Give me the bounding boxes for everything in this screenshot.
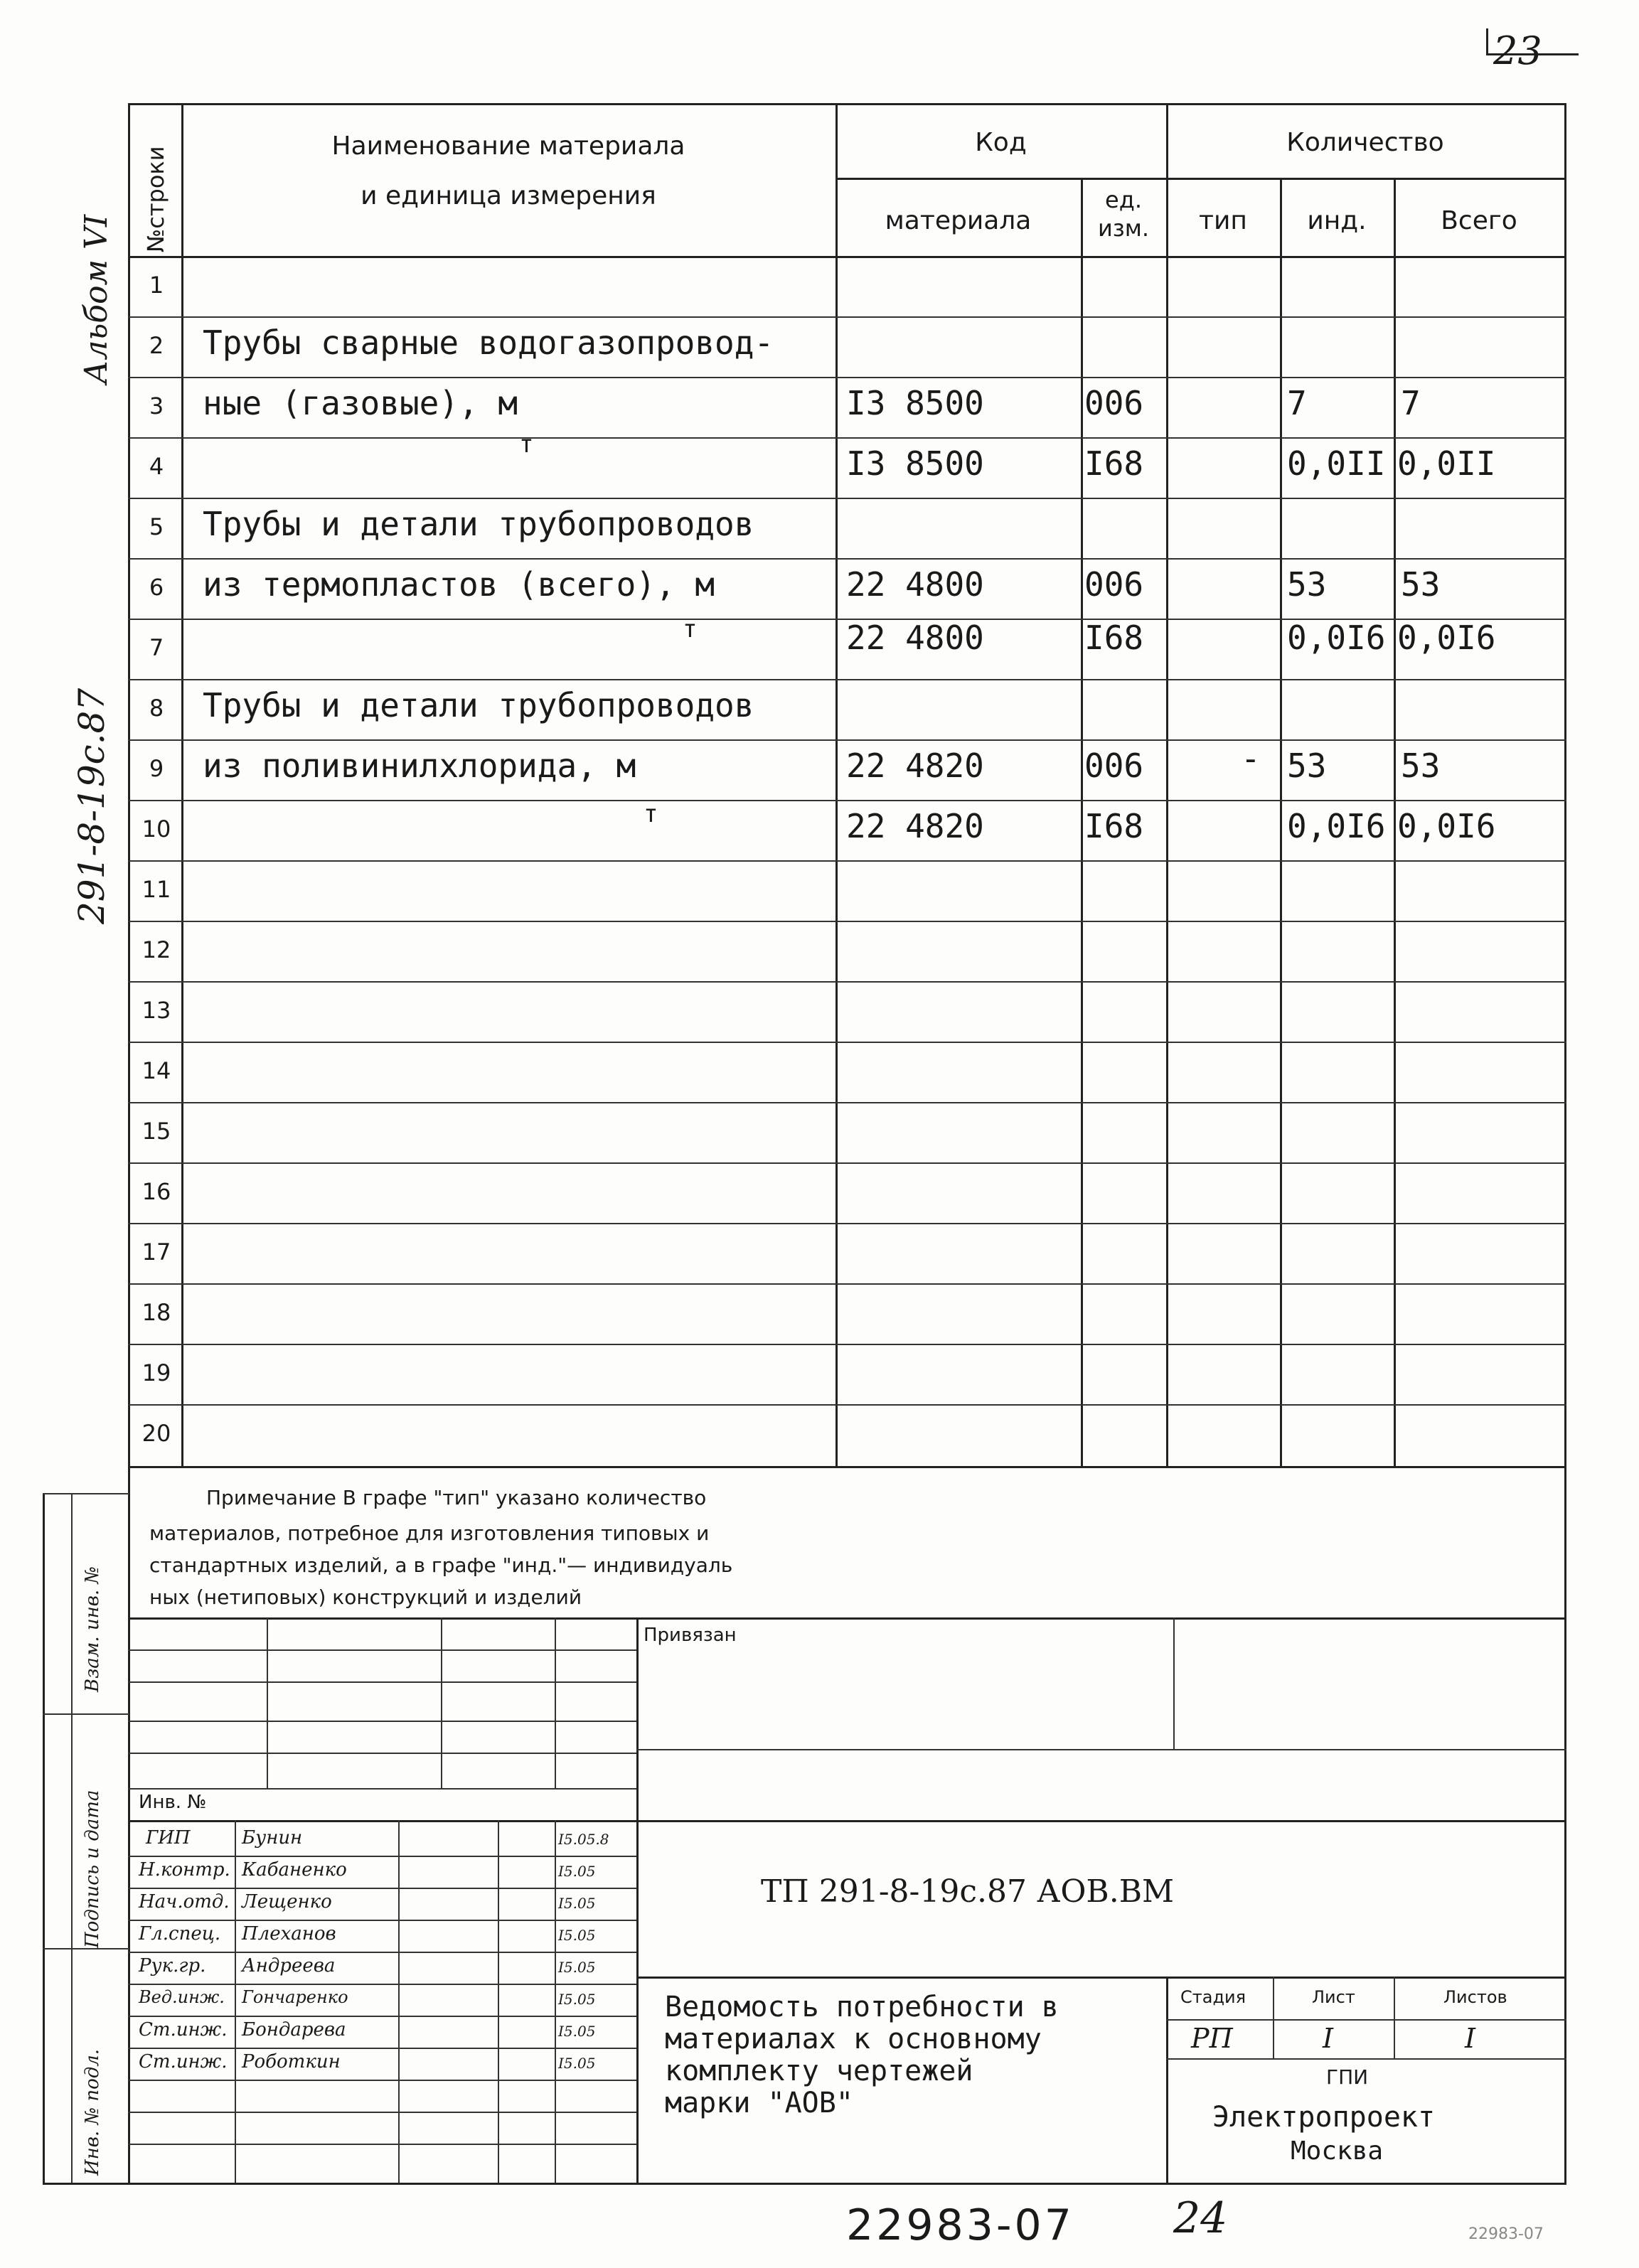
material-code: 22 4800 [846, 619, 984, 657]
material-name: Трубы и детали трубопроводов [203, 505, 754, 543]
ind-qty: 0,0I6 [1287, 619, 1386, 657]
vzam-inv-label: Взам. инв. № [82, 1566, 103, 1692]
row-number: 20 [142, 1420, 171, 1447]
row-number: 15 [142, 1118, 171, 1145]
row-number: 18 [142, 1299, 171, 1326]
unit-code: I68 [1084, 444, 1144, 483]
material-name: Трубы сварные водогазопровод- [203, 323, 774, 362]
sig-name: Гончаренко [242, 1987, 348, 2007]
material-name: т [644, 800, 658, 828]
sheet-label: Лист [1312, 1987, 1355, 2007]
quantity-header: Количество [1286, 128, 1444, 157]
sig-name: Лещенко [242, 1891, 332, 1913]
org-line3: Москва [1291, 2136, 1384, 2166]
material-name: ные (газовые), м [203, 384, 518, 422]
unit-code: 006 [1084, 384, 1144, 422]
sig-role: ГИП [146, 1827, 191, 1849]
material-code: 22 4820 [846, 807, 984, 845]
footer-stamp: 22983-07 [1468, 2225, 1544, 2243]
row-number: 2 [149, 332, 164, 359]
sheets-value: I [1465, 2023, 1476, 2054]
inv-no-label: Инв. № [139, 1792, 207, 1813]
unit-code: 006 [1084, 565, 1144, 604]
unit-header-line2: изм. [1097, 215, 1150, 242]
row-number: 17 [142, 1239, 171, 1266]
total-header: Всего [1441, 206, 1517, 235]
sig-name: Плеханов [242, 1923, 336, 1945]
name-header-line1: Наименование материала [331, 132, 685, 161]
total-qty: 53 [1401, 565, 1441, 604]
ind-qty: 0,0I6 [1287, 807, 1386, 845]
unit-code: I68 [1084, 619, 1144, 657]
ind-qty: 53 [1287, 747, 1327, 785]
privyazan-label: Привязан [644, 1625, 737, 1646]
sig-date: I5.05 [558, 1959, 596, 1976]
total-qty: 7 [1401, 384, 1421, 422]
material-name: Трубы и детали трубопроводов [203, 686, 754, 724]
unit-code: 006 [1084, 747, 1144, 785]
total-qty: 0,0I6 [1397, 619, 1496, 657]
total-qty: 0,0I6 [1397, 807, 1496, 845]
sheet-value: I [1323, 2023, 1334, 2054]
podpis-data-label: Подпись и дата [82, 1790, 103, 1948]
stage-value: РП [1191, 2023, 1233, 2054]
album-label: Альбом VI [78, 214, 114, 384]
row-number: 16 [142, 1178, 171, 1205]
sig-role: Гл.спец. [139, 1923, 221, 1945]
total-qty: 0,0II [1397, 444, 1496, 483]
org-line1: ГПИ [1326, 2065, 1369, 2089]
org-line2: Электропроект [1212, 2101, 1436, 2134]
material-name: т [519, 430, 534, 459]
project-code-side: 291-8-19с.87 [71, 688, 112, 924]
stage-label: Стадия [1180, 1987, 1246, 2007]
doc-title-line4: марки "АОВ" [665, 2087, 853, 2119]
sig-name: Кабаненко [242, 1859, 347, 1881]
footer-number: 22983-07 [846, 2200, 1074, 2250]
sig-date: I5.05 [558, 1991, 596, 2008]
sig-role: Рук.гр. [139, 1955, 206, 1977]
doc-title-line2: материалах к основному [665, 2023, 1042, 2055]
row-number: 12 [142, 936, 171, 963]
row-number: 1 [149, 272, 164, 299]
typ-qty: - [1241, 739, 1261, 778]
sig-role: Нач.отд. [139, 1891, 230, 1913]
typ-header: тип [1199, 206, 1247, 235]
sig-date: I5.05 [558, 1895, 596, 1912]
row-number: 7 [149, 634, 164, 661]
ind-header: инд. [1307, 206, 1367, 235]
material-name: из поливинилхлорида, м [203, 747, 636, 785]
material-code: 22 4800 [846, 565, 984, 604]
sig-date: I5.05 [558, 2023, 596, 2040]
footer-page: 24 [1173, 2193, 1228, 2243]
row-number: 14 [142, 1057, 171, 1084]
unit-header-line1: ед. [1105, 186, 1142, 213]
sig-name: Бунин [242, 1827, 303, 1849]
sig-name: Бондарева [242, 2019, 346, 2040]
row-number: 3 [149, 392, 164, 419]
doc-title-line1: Ведомость потребности в [665, 1991, 1059, 2023]
material-header: материала [885, 206, 1032, 235]
document-code: ТП 291-8-19с.87 АОВ.ВМ [761, 1873, 1175, 1910]
sig-role: Ст.инж. [139, 2019, 228, 2040]
row-number: 9 [149, 755, 164, 782]
sheets-label: Листов [1443, 1987, 1507, 2007]
name-header-line2: и единица измерения [361, 181, 656, 210]
sig-role: Н.контр. [139, 1859, 230, 1881]
sig-role: Вед.инж. [139, 1987, 225, 2007]
total-qty: 53 [1401, 747, 1441, 785]
note-line4: ных (нетиповых) конструкций и изделий [149, 1585, 582, 1609]
sig-role: Ст.инж. [139, 2051, 228, 2072]
material-code: I3 8500 [846, 384, 984, 422]
unit-code: I68 [1084, 807, 1144, 845]
row-number: 13 [142, 997, 171, 1024]
material-code: I3 8500 [846, 444, 984, 483]
row-number: 19 [142, 1359, 171, 1386]
material-code: 22 4820 [846, 747, 984, 785]
note-line1: Примечание В графе "тип" указано количество [206, 1486, 707, 1509]
sig-name: Андреева [242, 1955, 336, 1977]
inv-podl-label: Инв. № подл. [82, 2048, 103, 2176]
row-number: 6 [149, 574, 164, 601]
ind-qty: 53 [1287, 565, 1327, 604]
ind-qty: 7 [1287, 384, 1307, 422]
ind-qty: 0,0II [1287, 444, 1386, 483]
row-number: 10 [142, 815, 171, 843]
material-name: из термопластов (всего), м [203, 565, 715, 604]
sig-date: I5.05 [558, 1863, 596, 1880]
page-number: 23 [1493, 28, 1542, 73]
sig-date: I5.05.8 [558, 1831, 609, 1848]
sig-date: I5.05 [558, 1927, 596, 1944]
row-no-header: №строки [142, 146, 169, 252]
note-line2: материалов, потребное для изготовления типовых и [149, 1521, 710, 1545]
sig-name: Роботкин [242, 2051, 341, 2072]
row-number: 4 [149, 453, 164, 480]
sig-date: I5.05 [558, 2055, 596, 2072]
row-number: 11 [142, 876, 171, 903]
row-number: 5 [149, 513, 164, 540]
row-number: 8 [149, 695, 164, 722]
material-name: т [683, 615, 698, 643]
doc-title-line3: комплекту чертежей [665, 2055, 973, 2087]
note-line3: стандартных изделий, а в графе "инд."— индивидуаль [149, 1553, 733, 1577]
code-header: Код [975, 128, 1027, 157]
